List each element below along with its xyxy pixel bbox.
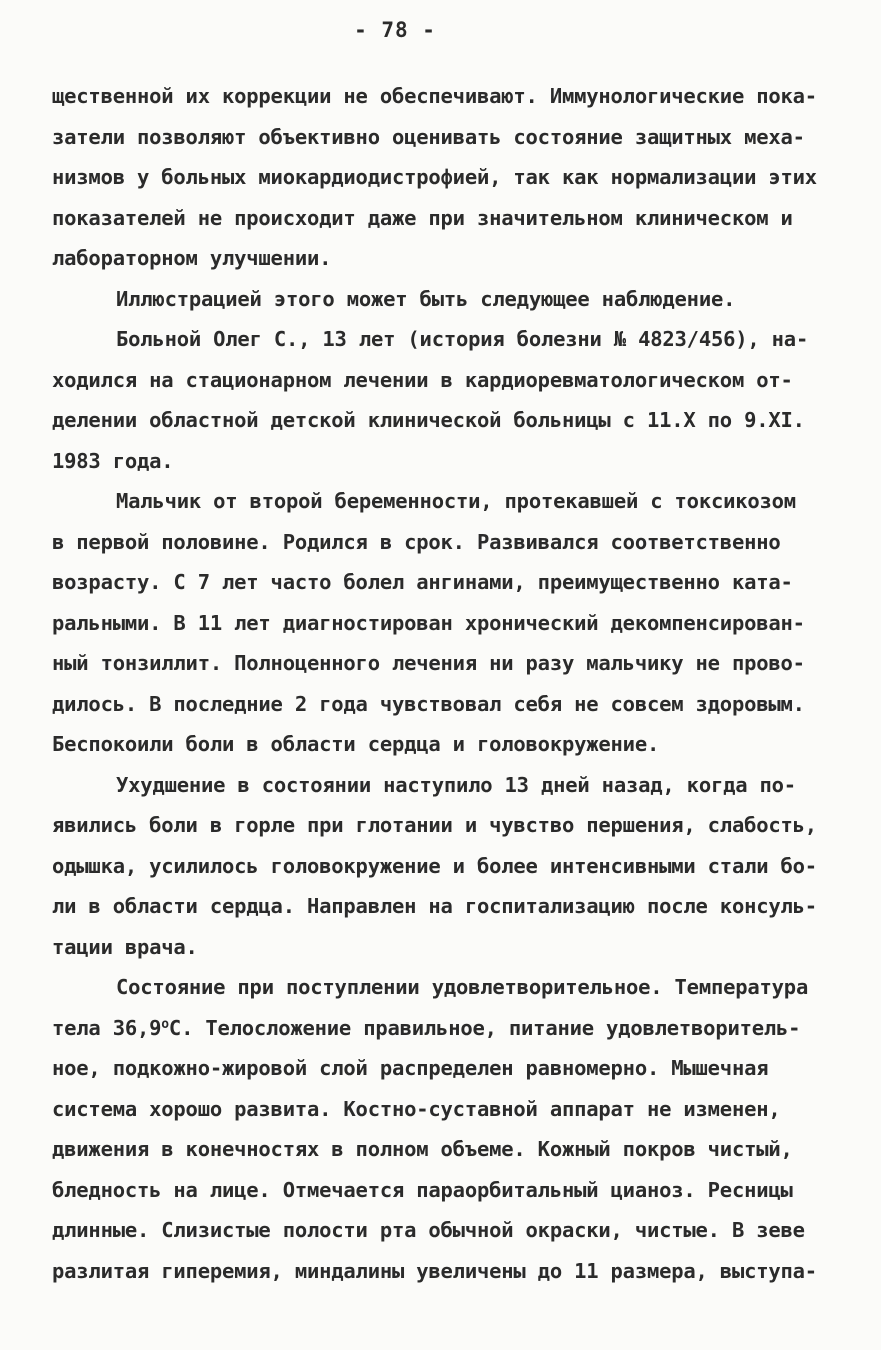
text-fragment: тела 36,9 — [52, 1015, 162, 1040]
text-line: явились боли в горле при глотании и чувство першения, слабость, — [52, 813, 817, 837]
text-line: затели позволяют объективно оценивать состояние защитных меха- — [52, 124, 805, 149]
text-line: ральными. В 11 лет диагностирован хронический декомпенсирован- — [52, 610, 805, 635]
body-text — [52, 76, 832, 1291]
text-line: щественной их коррекции не обеспечивают. Иммунологические пока- — [52, 84, 817, 108]
text-line: показателей не происходит даже при значительном клиническом и — [52, 205, 793, 230]
degree-superscript: о — [161, 1016, 169, 1032]
text-line: Ухудшение в состоянии наступило 13 дней назад, когда по- — [116, 772, 796, 797]
text-line: низмов у больных миокардиодистрофией, так как нормализации этих — [52, 165, 817, 189]
text-fragment: С. Телосложение правильное, питание удовлетворитель- — [168, 1015, 801, 1040]
text-line: тации врача. — [52, 934, 198, 959]
text-line: возрасту. С 7 лет часто болел ангинами, преимущественно ката- — [52, 570, 793, 594]
text-line: ный тонзиллит. Полноценного лечения ни разу мальчику не прово- — [52, 651, 805, 675]
text-line: лабораторном улучшении. — [52, 246, 332, 270]
text-line: 1983 года. — [52, 448, 174, 473]
page-number: - 78 - — [354, 18, 436, 42]
text-line: дилось. В последние 2 года чувствовал себя не совсем здоровым. — [52, 691, 805, 716]
text-line: одышка, усилилось головокружение и более интенсивными стали бо- — [52, 853, 817, 878]
text-line: ли в области сердца. Направлен на госпитализацию после консуль- — [52, 894, 817, 918]
text-line: делении областной детской клинической больницы с 11.X по 9.XI. — [52, 408, 805, 432]
text-line: в первой половине. Родился в срок. Развивался соответственно — [52, 529, 781, 554]
text-line: разлитая гиперемия, миндалины увеличены до 11 размера, выступа- — [52, 1258, 817, 1283]
text-line: ходился на стационарном лечении в кардиоревматологическом от- — [52, 367, 793, 392]
text-line: Состояние при поступлении удовлетворительное. Температура — [116, 975, 809, 999]
text-line: Иллюстрацией этого может быть следующее наблюдение. — [116, 286, 736, 311]
text-line: Мальчик от второй беременности, протекавшей с токсикозом — [116, 489, 796, 513]
text-line: Беспокоили боли в области сердца и головокружение. — [52, 732, 660, 756]
text-line: система хорошо развита. Костно-суставной аппарат не изменен, — [52, 1096, 781, 1121]
text-line: бледность на лице. Отмечается параорбитальный цианоз. Ресницы — [52, 1177, 793, 1202]
text-line: длинные. Слизистые полости рта обычной окраски, чистые. В зеве — [52, 1218, 805, 1242]
text-line: Больной Олег С., 13 лет (история болезни № 4823/456), на- — [116, 327, 809, 351]
text-line: движения в конечностях в полном объеме. Кожный покров чистый, — [52, 1137, 793, 1161]
text-line — [52, 1008, 832, 1049]
text-line: ное, подкожно-жировой слой распределен равномерно. Мышечная — [52, 1056, 769, 1080]
